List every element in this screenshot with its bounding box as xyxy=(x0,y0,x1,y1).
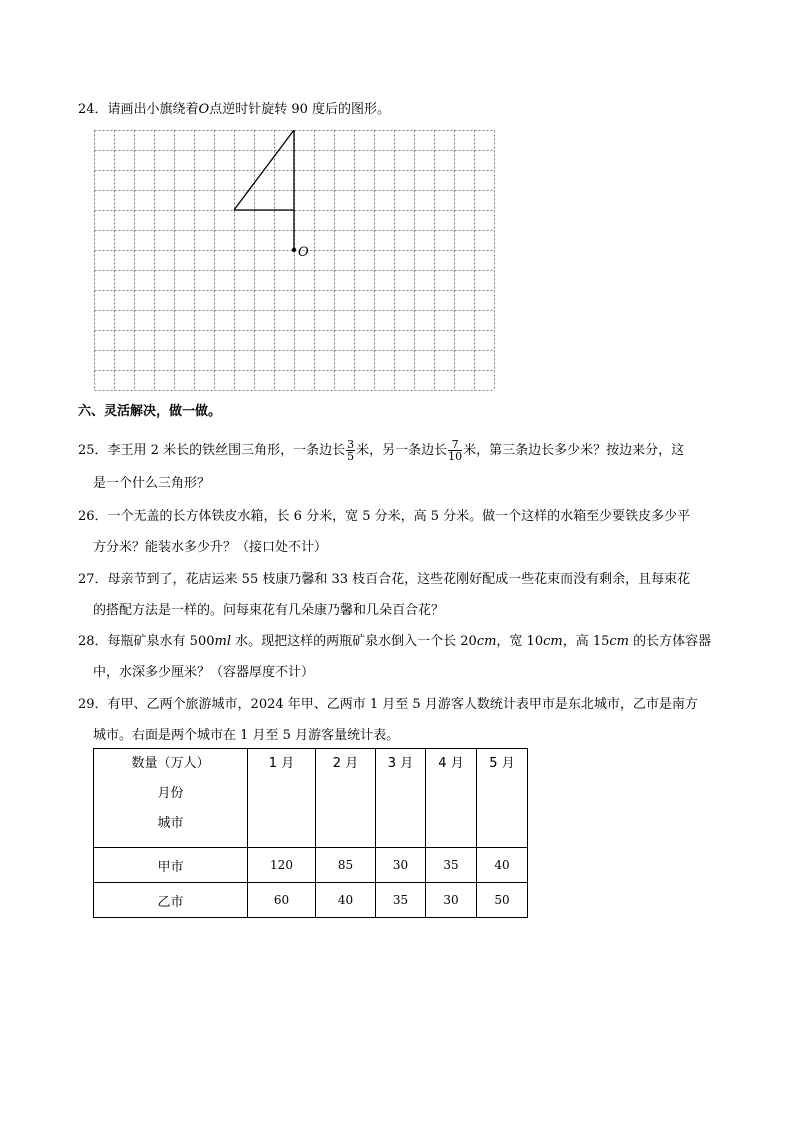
value-cell: 40 xyxy=(316,883,376,918)
q24-text-after: 点逆时针旋转 90 度后的图形。 xyxy=(209,102,391,117)
rotation-center-point xyxy=(292,248,296,252)
value-cell: 30 xyxy=(426,883,477,918)
q28-text-b: 水。现把这样的两瓶矿泉水倒入一个长 20 xyxy=(231,634,477,649)
q27-line1: 27．母亲节到了，花店运来 55 枝康乃馨和 33 枝百合花，这些花刚好配成一些花束而没有剩余，且每束花 xyxy=(78,572,691,587)
value-cell: 35 xyxy=(426,848,477,883)
table-header-row xyxy=(94,749,528,848)
q28-unit-cm-2: cm xyxy=(543,634,563,649)
value-cell: 50 xyxy=(477,883,528,918)
table-row xyxy=(94,883,528,918)
q25-fraction-2 xyxy=(448,439,462,462)
q25-frac2-denominator: 10 xyxy=(448,450,463,463)
rotation-grid xyxy=(94,130,496,392)
q25-text-b: 米，另一条边长 xyxy=(356,443,448,458)
month-header: 5 月 xyxy=(477,749,528,848)
value-cell: 40 xyxy=(477,848,528,883)
q26-line2: 方分米？能装水多少升？（接口处不计） xyxy=(93,540,328,555)
q27-line2: 的搭配方法是一样的。问每束花有几朵康乃馨和几朵百合花？ xyxy=(93,603,445,618)
q25-frac1-denominator: 5 xyxy=(347,450,355,463)
q25-text-a: 25．李王用 2 米长的铁丝围三角形，一条边长 xyxy=(78,443,346,458)
q28-text-d: ，高 15 xyxy=(562,634,610,649)
q28-unit-cm-3: cm xyxy=(609,634,630,649)
flag-figure xyxy=(234,130,294,250)
month-header: 1 月 xyxy=(248,749,316,848)
q25-fraction-1 xyxy=(346,439,355,462)
value-cell: 120 xyxy=(248,848,316,883)
q28-text-a: 28．每瓶矿泉水有 500 xyxy=(78,634,215,649)
q28-line1 xyxy=(78,632,711,652)
table-row xyxy=(94,848,528,883)
value-cell: 85 xyxy=(316,848,376,883)
q24-text xyxy=(78,100,390,120)
city-cell: 乙市 xyxy=(94,883,248,918)
q28-text-e: 的长方体容器 xyxy=(629,634,712,649)
q29-line2: 城市。右面是两个城市在 1 月至 5 月游客量统计表。 xyxy=(93,728,400,743)
q24-text-before: 24．请画出小旗绕着 xyxy=(78,102,199,117)
q25-line2: 是一个什么三角形？ xyxy=(93,476,211,491)
q25-frac1-numerator: 3 xyxy=(347,438,355,451)
q29-line1: 29．有甲、乙两个旅游城市，2024 年甲、乙两市 1 月至 5 月游客人数统计表甲市是东北城市，乙市是南方 xyxy=(78,697,698,712)
q25-frac2-numerator: 7 xyxy=(448,439,462,451)
flag-hypotenuse xyxy=(234,130,294,210)
q25-text-c: 米，第三条边长多少米？按边来分，这 xyxy=(463,443,685,458)
q28-text-c: ，宽 10 xyxy=(496,634,544,649)
month-header: 3 月 xyxy=(376,749,426,848)
header-month-label: 月份 xyxy=(157,786,184,801)
q28-line2: 中，水深多少厘米？（容器厚度不计） xyxy=(93,665,315,680)
month-header: 2 月 xyxy=(316,749,376,848)
value-cell: 60 xyxy=(248,883,316,918)
tourist-stats-table xyxy=(93,748,528,918)
q24-point: O xyxy=(198,102,210,117)
header-quantity-label: 数量（万人） xyxy=(131,756,210,771)
rotation-center-label: O xyxy=(298,245,309,260)
value-cell: 30 xyxy=(376,848,426,883)
q28-unit-ml: ml xyxy=(214,634,231,649)
header-city-label: 城市 xyxy=(157,816,184,831)
q26-line1: 26．一个无盖的长方体铁皮水箱，长 6 分米，宽 5 分米，高 5 分米。做一个这样的水箱至少要铁皮多少平 xyxy=(78,509,691,524)
month-header: 4 月 xyxy=(426,749,477,848)
q28-unit-cm-1: cm xyxy=(476,634,497,649)
section-six-title: 六、灵活解决，做一做。 xyxy=(78,404,222,419)
value-cell: 35 xyxy=(376,883,426,918)
table-diagonal-header xyxy=(94,749,248,848)
city-cell: 甲市 xyxy=(94,848,248,883)
q25-line1 xyxy=(78,439,684,462)
